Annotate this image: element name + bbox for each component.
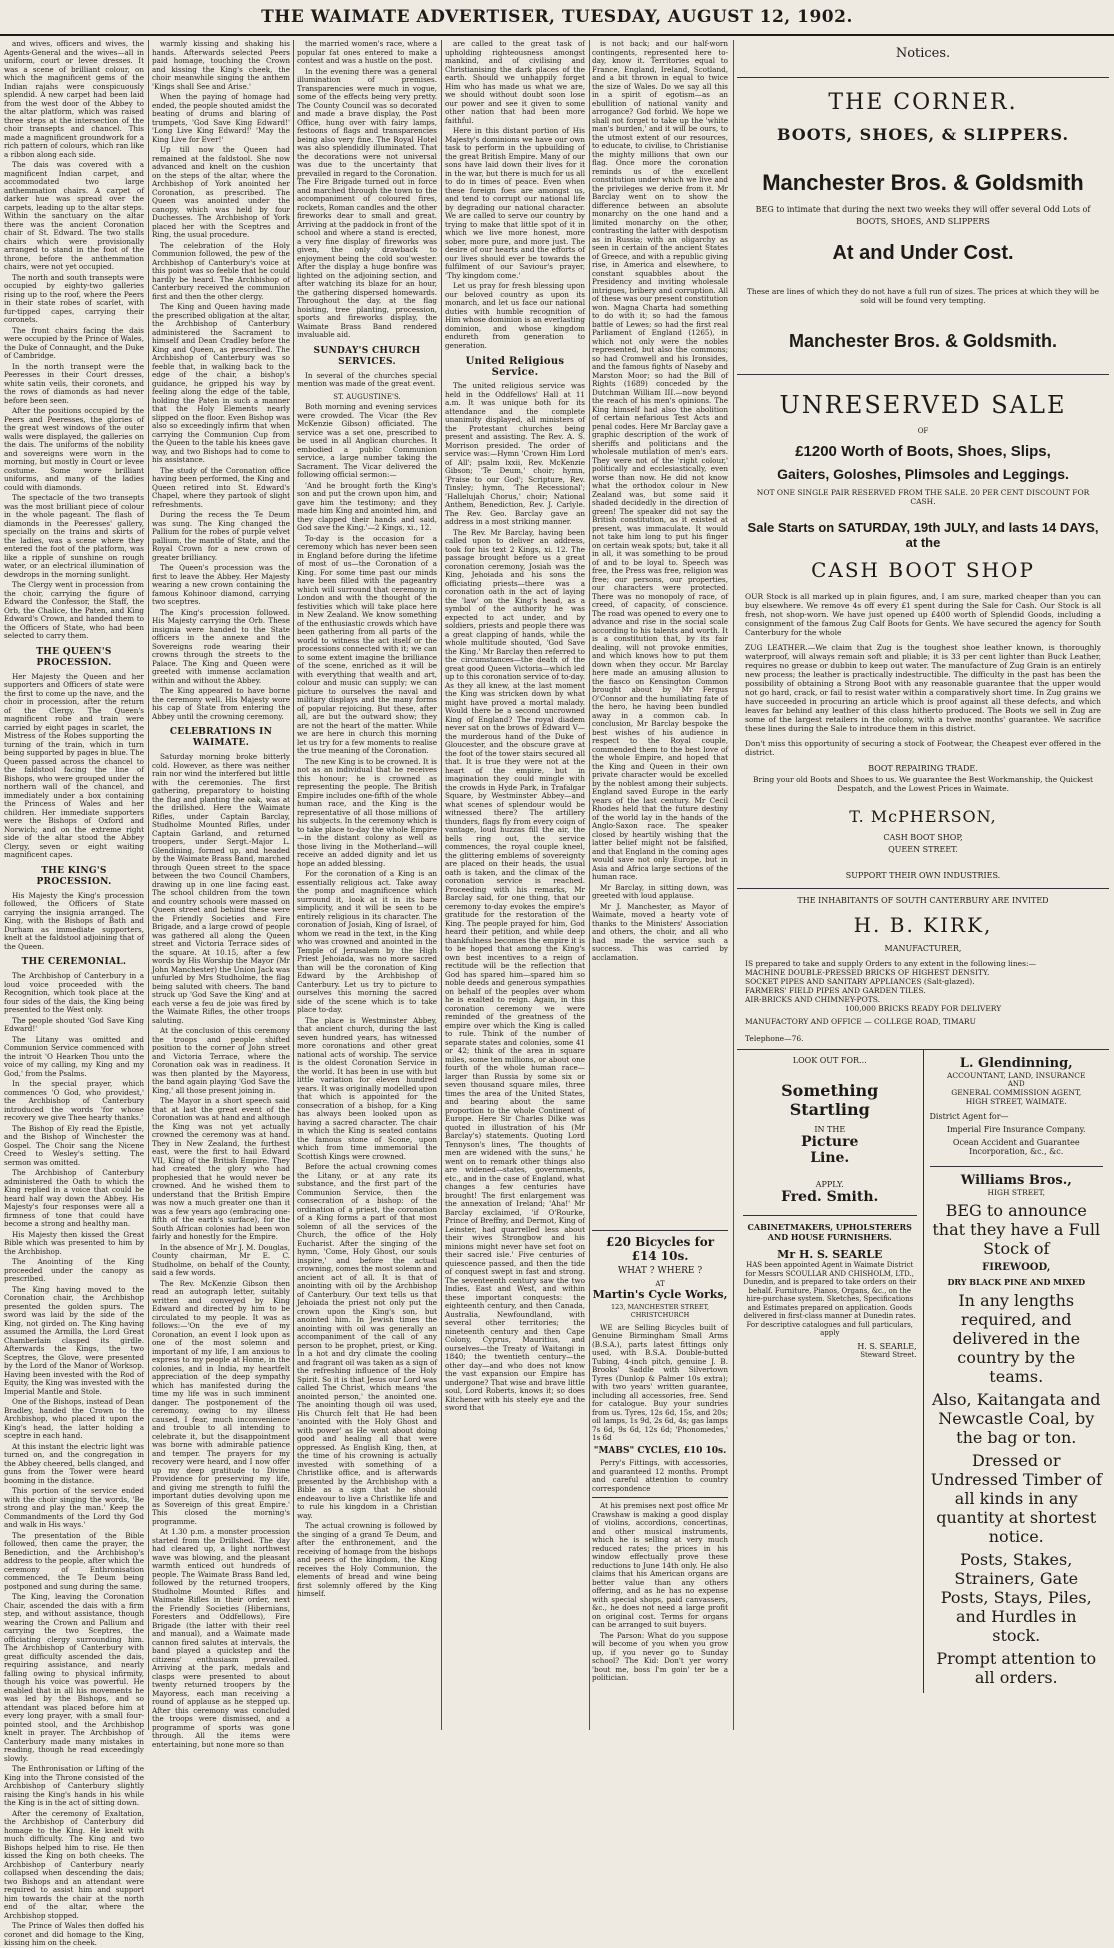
- shop-street: QUEEN STREET.: [888, 845, 958, 854]
- searle-body: HAS been appointed Agent in Waimate District for Messrs SCOULLAR AND CHISHOLM, LTD., Dunedin, and is prepared to take orders on their behalf. Furniture, Pianos, Organs, &c., on the hire-purchase system. Sketches, Specifications and Estimates prepared on application. Goods delivered in first-class manner at Dunedin rates. For descriptive catalogues and full particulars, apply: [743, 1261, 917, 1337]
- advert-note: These are lines of which they do not have a full run of sizes. The prices at which they will be sold will be found very tempting.: [746, 287, 1100, 305]
- glendinning-street: HIGH STREET, WAIMATE.: [965, 1097, 1067, 1106]
- paragraph: The King and Queen having made the prescribed obligation at the altar, the Archbishop of Canterbury administered the Sacrament to himself and Dean Cradley before the King and Queen, as prescribed. The Archbishop of Canterbury was so feeble that, in walking back to the edge of the chair, a bishop's guidance, he gripped his way by feeling along the edge of the table, holding the Paten in such a manner that the Holy Elements nearly slipped on the floor. Even Bishop was also so exceedingly infirm that when carrying the Communion Cup from the Queen to the table his knees gave way, and two Bishops had to come to his assistance.: [152, 302, 290, 464]
- paragraph: The Clergy went in procession from the choir, carrying the figure of Edward the Confessor, the Staff, the Orb, the Chalice, the Paten, and King Edward's Crown, and handed them to the Officers of State, who had been selected to carry them.: [4, 580, 144, 640]
- williams-wood: FIREWOOD,: [982, 1262, 1051, 1273]
- paragraph: At his premises next post office Mr Crawshaw is making a good display of violins, accordions, concertinas, and other musical instruments, which he is selling at very much reduced rates; the prices in his window effectually prove these reductions to June 14th only. He also claims that his American organs are better value than any others offering, and as he has no expense with special shops, paid canvassers, &c., he does not need a large profit on original cost. Terms for organs can be arranged to suit buyers.: [592, 1501, 728, 1629]
- paragraph: At this instant the electric light was turned on, and the congregation in the Abbey cheered, bells clanged, and guns from the Tower were heard booming in the distance.: [4, 1441, 144, 1485]
- paragraph: The Queen's procession was the first to leave the Abbey. Her Majesty wearing a new crown containing the famous Kohinoor diamond, carrying two sceptres.: [152, 563, 290, 606]
- advert-headline: £20 Bicycles for £14 10s.: [605, 1235, 715, 1263]
- paragraph: After the ceremony of Exaltation, the Archbishop of Canterbury did homage to the King. He knelt with much difficulty. The King and two Bishops helped him to rise. He then kissed the King on both cheeks. The Archbishop of Canterbury nearly collapsed when descending the dais; two Bishops and an attendant were required to assist him and support him towards the chair at the north end of the altar, where the Archbishop stopped.: [4, 1808, 144, 1920]
- advert-shop: Martin's Cycle Works,: [592, 1288, 728, 1301]
- williams-timber: Dressed or Undressed Timber of all kinds in any quantity at shortest notice.: [930, 1451, 1102, 1546]
- masthead: [0, 0, 1114, 36]
- kirk-body: IS prepared to take and supply Orders to any extent in the following lines:—: [745, 959, 1036, 968]
- section-heading: United Religious Service.: [465, 356, 565, 378]
- section-subheading: ST. AUGUSTINE'S.: [333, 392, 401, 401]
- paragraph: 'And he brought forth the King's son and put the crown upon him, and gave him the testimony; and they made him King and anointed him, and they clapped their hands and said, God save the King.'—2 Kings, xi., 12.: [297, 480, 437, 532]
- paragraph: The united religious service was held in the Oddfellows' Hall at 11 a.m. It was unique both for its attendance and the complete unanimity displayed, all ministers of the Protestant churches being present and assisting. The Rev. A. S. Morrison presided. The order of service was:—Hymn 'Crown Him Lord of All'; psalm lxxii, Rev. McKenzie Gibson; 'Te Deum,' choir; hymn, 'Praise to our God'; Scripture, Rev. Tinsley; hymn, 'The Recessional'; 'Hallelujah Chorus,' choir; National Anthem, Benediction, Rev. J. Carlyle. The Rev. Geo. Barclay gave an address in a most striking manner.: [445, 381, 585, 526]
- paragraph: In the evening there was a general illumination of premises. Transparencies were much in vogue, some of the effects being very pretty. The County Council was so decorated and made a brave display, the Post Office, hung over with fairy lamps, festoons of flags and transparencies being also very fine. The Royal Hotel was also splendidly illuminated. That the decorations were not universal was due to the uncertainty that prevailed in regard to the Coronation. The Fire Brigade turned out in force and marched through the town to the accompaniment of coloured fires, rockets, Roman candles and the other fireworks dear to small and great. Arriving at the paddock in front of the school and where a stand is erected, a very fine display of fireworks was given, the only drawback to enjoyment being the cold sou'wester. After the display a huge bonfire was lighted on the adjoining section, and after watching its blaze for an hour, the gathering dispersed homewards. Throughout the day, at the flag hoisting, tree planting, procession, sports and fireworks display, the Waimate Brass Band rendered invaluable aid.: [297, 66, 437, 339]
- unreserved-sale-advert: [737, 374, 1109, 888]
- searle-name: Mr H. S. SEARLE: [777, 1248, 883, 1261]
- paragraph: The new King is to be crowned. It is not as an individual that he receives this honour; he is crowned as representing the people. The British Empire includes one-fifth of the whole human race, and the King is the representative of all those millions of his subjects. In the ceremony which is to take place to-day the whole Empire—in the distant colony as well as those living in the Motherland—will receive an added dignity and let us hope an added blessing.: [297, 756, 437, 868]
- paragraph: The dais was covered with a magnificent Indian carpet, and accommodated two large anthemmation chairs. A carpet of darker hue was spread over the carpets, leading up to the altar steps. Within the sanctuary on the altar there was the ancient Coronation chair of St. Edward. The two stalls chairs which were provisionally arranged to stand in the foot of the throne, before the anthemmation chairs, were not yet occupied.: [4, 160, 144, 271]
- williams-name: Williams Bros.,: [930, 1166, 1104, 1188]
- smith-name: Fred. Smith.: [781, 1189, 879, 1205]
- paragraph: The King having moved to the Coronation chair, the Archbishop presented the golden spurs. The sword was laid by the side of the King, not girded on. The King having assumed the Armilla, the Lord Great Chamberlain clasped its girdle. Afterwards the Kings, the two Sceptres, the Glove, were presented by the Lord of the Manor of Worksop. Having been invested with the Rod of Equity, the King was invested with the Imperial Mantle and Stole.: [4, 1284, 144, 1396]
- lower-adverts: [737, 1049, 1109, 1693]
- smith-startling: Startling: [789, 1100, 870, 1119]
- sale-tip: Don't miss this opportunity of securing a stock of Footwear, the Cheapest ever offered in the district.: [745, 739, 1101, 757]
- advert-body: WE are Selling Bicycles built of Genuine Birmingham Small Arms (B.S.A.), parts latest fittings only used, with B.S.A. Double-butted Tubing, 4-inch pitch, genuine J. B. Brooks' Saddle with Silvertown Tyres (Dunlop & Palmer 10s extra); with two years' written guarantee, including all accessories, free. Send for catalogue. Buy your sundries from us. Tyres, 12s 6d, 15s, and 20s; oil lamps, 1s 9d, 2s 6d, 4s; gas lamps 7s 6d, 9s 6d, 12s 6d; 'Phonomedes,' 1s 6d: [592, 1322, 728, 1442]
- paragraph: The actual crowning is followed by the singing of a grand Te Deum, and after the enthronement, and the receiving of homage from the bishops and peers of the kingdom, the King receives the Holy Communion, the elements of bread and wine being first solemnly offered by the King himself.: [297, 1521, 437, 1598]
- paragraph: Let us pray for fresh blessing upon our beloved country as upon its monarch, and let us face our national duties with humble recognition of Him whose dominion is an everlasting dominion, and whose kingdom endureth from generation to generation.: [445, 281, 585, 350]
- section-heading: THE KING'S PROCESSION.: [36, 865, 112, 887]
- sale-items: Gaiters, Goloshes, Plimsoles and Leggings.: [777, 466, 1069, 482]
- sale-body: OUR Stock is all marked up in plain figures, and, I am sure, marked cheaper than you can buy elsewhere. We remove 4s off every £1 spent during the Sale for Cash. Our Stock is all fresh, not shop-worn. We have just opened up £400 worth of Splendid Goods, including a consignment of the famous Zug Calf Boots for Gents. We have secured the agency for South Canterbury for the whole: [745, 592, 1101, 637]
- repair-body: Bring your old Boots and Shoes to us. We guarantee the Best Workmanship, the Quickest Despatch, and the Lowest Prices in Waimate.: [753, 775, 1093, 793]
- paragraph: In the north transept were the Peeresses in their Court dresses, white satin veils, their coronets, and the rows of diamonds as had never before been seen.: [4, 361, 144, 405]
- kirk-line: MACHINE DOUBLE-PRESSED BRICKS OF HIGHEST DENSITY.: [745, 968, 990, 977]
- advert-intro: BEG to intimate that during the next two weeks they will offer several Odd Lots of BOOTS, SHOES, AND SLIPPERS: [755, 205, 1091, 226]
- smith-look: LOOK OUT FOR...: [792, 1056, 867, 1065]
- advert-line: AT: [655, 1279, 665, 1288]
- sale-dates: Sale Starts on SATURDAY, 19th JULY, and lasts 14 DAYS, at the: [747, 520, 1099, 550]
- kirk-title: MANUFACTURER,: [884, 944, 962, 953]
- shop-name: CASH BOOT SHOP,: [883, 833, 963, 842]
- notices-heading: Notices.: [895, 46, 951, 61]
- paragraph: Saturday morning broke bitterly cold. However, as there was neither rain nor wind the interfered but little with the ceremonies. The first gathering, preparatory to hoisting the flag and planting the oak, was at the drillshed. Here the Waimate Rifles, under Captain Barclay, Studholme Mounted Rifles, under Captain Garland, and returned troopers, under Sergt.-Major L. Glendining, formed up, and headed by the Waimate Brass Band, marched through Queen street to the space between the two Council Chambers, drawing up in one line facing east. The school children from the town and country schools were massed on Queen street and behind these were the Friendly Societies and Fire Brigade, and a large crowd of people was gathered all along the Queen street and Victoria Terrace sides of the square. At 10.15, after a few words by His Worship the Mayor (Mr John Manchester) the Union Jack was unfurled by Mrs Studholme, the flag being saluted with cheers. The band struck up 'God Save the King' and at each verse a feu de joie was fired by the Waimate Rifles, the other troops saluting.: [152, 752, 290, 1025]
- sale-shop: CASH BOOT SHOP: [811, 558, 1035, 582]
- repair-heading: BOOT REPAIRING TRADE.: [868, 764, 978, 773]
- paragraph: The place is Westminster Abbey, that ancient church, during the last seven hundred years, has witnessed more coronations and other great national acts of worship. The service is the oldest Coronation Service in the world. It has been in use with but little variation for eleven hundred years. It was originally modelled upon that which is appointed for the consecration of a bishop, for a King has always been looked upon as having a sacred character. The chair in which the King is seated contains the famous stone of Scone, upon which from time immemorial the Scottish Kings were crowned.: [297, 1015, 437, 1161]
- searle-street: Steward Street.: [860, 1350, 917, 1359]
- paragraph: During the recess the Te Deum was sung. The King changed the Pallium for the robes of purple velvet pallium, the mantle of State, and the Royal Crown for a new crown of greater brilliancy.: [152, 510, 290, 562]
- paragraph: warmly kissing and shaking his hands. Afterwards selected Peers paid homage, touching the Crown and kissing the King's cheek, the choir meanwhile singing the anthem 'Kings shall See and Arise.': [152, 39, 290, 91]
- advert-title: THE CORNER.: [828, 90, 1018, 115]
- advert-goods: BOOTS, SHOES, & SLIPPERS.: [776, 125, 1070, 144]
- glendinning-title2: AND: [1007, 1080, 1025, 1088]
- paragraph: Both morning and evening services were crowded. The Vicar (the Rev McKenzie Gibson) officiated. The service was a set one, prescribed to be used in all Anglican churches. It embodied a public Communion service, a large number taking the Sacrament. The Vicar delivered the following official sermon:—: [297, 402, 437, 479]
- bicycle-advert: [592, 1230, 728, 1493]
- smith-in: IN THE: [814, 1125, 846, 1134]
- smith-line: Line.: [810, 1150, 850, 1166]
- paragraph: The Mayor in a short speech said that at last the great event of the Coronation was at hand and although the King was not yet actually crowned the ceremony was at hand. They in New Zealand, the furthest east, were the first to hail Edward VII, King of the British Empire. They had created the glory who had prophesied that he would never be crowned. And he wished them to understand that the British Empire was now a much greater one than it was a few years ago (embracing one-fifth of the earth's surface), for the South African colonies had been won fairly and honestly for the Empire.: [152, 1096, 290, 1241]
- paragraph: The King's procession followed. His Majesty carrying the Orb. These insignia were handed to the State officers in the annexe and the Sovereigns rode wearing their crowns through the streets to the Palace. The King and Queen were greeted with immense acclamation within and without the Abbey.: [152, 607, 290, 685]
- williams-also: Also, Kaitangata and Newcastle Coal, by the bag or ton.: [932, 1390, 1101, 1447]
- paragraph: After the positions occupied by the Peers and Peeresses, the glories of the great west windows of the outer walls were displayed, the galleries on the dais. The uniforms of the nobility and sovereigns were worn in the morning, but mostly in Court or levee costume. Some wore brilliant uniforms, and many of the ladies could with diamonds.: [4, 406, 144, 492]
- paragraph: and wives, officers and wives, the Agents-General and the wives—all in uniform, court or levee dresses. It was a scene of brilliant colour, on which the magnificent gems of the Indian rajahs were conspicuously splendid. A new carpet had been laid from the west door of the Abbey to the altar platform, which was raised three steps at the intersection of the choir transepts and chancel. This made a magnificent groundwork for a rich pattern of colours, which ran like a ribbon along each side.: [4, 39, 144, 159]
- williams-pine: DRY BLACK PINE AND MIXED: [947, 1277, 1086, 1287]
- paragraph: In several of the churches special mention was made of the great event.: [297, 370, 437, 388]
- sale-amount: £1200 Worth of Boots, Shoes, Slips,: [795, 443, 1051, 460]
- paragraph: The spectacle of the two transepts was the most brilliant piece of colour in the whole pageant. The flash of diamonds in the Peeresses' gallery, specially on the trains and skirts of the ladies, was a scene where they entered the foot of the platform, was like a ripple of sunshine on rough water, or an electrical illumination of dewdrops in the morning sunlight.: [4, 493, 144, 579]
- kirk-phone: Telephone—76.: [745, 1034, 804, 1043]
- section-heading: THE CEREMONIAL.: [21, 957, 127, 967]
- paragraph: The King appeared to have borne the ceremony well. His Majesty wore his cap of State from entering the Abbey until the crowning ceremony.: [152, 686, 290, 721]
- advert-firm-footer: Manchester Bros. & Goldsmith.: [788, 331, 1058, 351]
- address-continuation: [592, 40, 728, 1230]
- sale-of: OF: [917, 427, 929, 435]
- kirk-advert: [737, 888, 1109, 1049]
- paragraph: The people shouted 'God Save King Edward!': [4, 1015, 144, 1033]
- paragraph: At the conclusion of this ceremony the troops and people shifted position to the corner of John street and Victoria Terrace, where the Coronation oak was in readiness. It was then planted by the Mayoress, the band again playing 'God Save the King,' all those present joining in.: [152, 1026, 290, 1095]
- column-rule: [441, 40, 442, 1730]
- paragraph: This portion of the service ended with the choir singing the words, 'Be strong and play the man.' Keep the Commandments of the Lord thy God and walk in His ways.': [4, 1486, 144, 1529]
- advert-subheadline: "MABS" CYCLES, £10 10s.: [593, 1445, 727, 1456]
- advertisements-column: [737, 40, 1109, 1740]
- glendinning-district: District Agent for—: [929, 1112, 1009, 1121]
- advert-firm: Manchester Bros. & Goldsmith: [762, 170, 1084, 195]
- paragraph: Here in this distant portion of His Majesty's dominions we have our own task to perform in the upbuilding of the great British Empire. Many of our sons have laid down their lives for it in the war, but there is much for us all to do in times of peace. Even when these foreign foes are amongst us, and tend to corrupt our national life by degrading our national character. We are called to serve our country by trying to make that little spot of it in which we live more honest, more sober, more pure, and more just. The desire of our hearts and the efforts of our lives should ever be towards the fulfilment of our Saviour's prayer, 'Thy kingdom come.': [445, 126, 585, 280]
- williams-body: BEG to announce that they have a Full Stock of: [932, 1201, 1101, 1258]
- paragraph: Her Majesty the Queen and her supporters and Officers of state were the first to come up the nave, and the choir in procession, after the return of the Clergy. The Queen's magnificent robe and train were carried by eight pages in scarlet, the Mistress of the Robes supporting the turning of the train, which in turn being supported by pages in blue. The Queen passed across the chancel to the faldstool facing the line of Bishops, who were grouped under the northern wall of the chancel, and immediately under a box containing the Princess of Wales and her children. Her immediate supporters were the Bishops of Oxford and Norwich; and on the extreme right side of the altar stood the Abbey Clergy, seven or eight waiting magnificent capes.: [4, 671, 144, 859]
- article-column-4: [445, 40, 585, 1730]
- paragraph: The Enthronisation or Lifting of the King into the Throne consisted of the Archbishop of Canterbury slightly raising the King's hands in his while the King is in the act of sitting down.: [4, 1764, 144, 1807]
- article-column-5: [592, 40, 728, 1730]
- kirk-office: MANUFACTORY AND OFFICE — COLLEGE ROAD, TIMARU: [745, 1017, 976, 1026]
- shop-owner: T. McPHERSON,: [849, 807, 997, 826]
- advert-line: WHAT ? WHERE ?: [617, 1266, 703, 1276]
- paragraph: are called to the great task of upholding righteousness amongst mankind, and of civilising and Christianising the dark places of the earth. Should we unhappily forget Him who has made us what we are, we should without doubt soon lose our power and see it given to some other nation that had been more faithful.: [445, 39, 585, 125]
- glendinning-title3: GENERAL COMMISSION AGENT,: [951, 1088, 1082, 1097]
- paragraph: The front chairs facing the dais were occupied by the Prince of Wales, the Duke of Connaught, and the Duke of Cambridge.: [4, 325, 144, 360]
- paragraph: In the special prayer, which commences 'O God, who providest,' the Archbishop of Canterbury introduced the words 'for whose recovery we give Thee hearty thanks.': [4, 1079, 144, 1122]
- sale-note: NOT ONE SINGLE PAIR RESERVED FROM THE SALE. 20 PER CENT DISCOUNT FOR CASH.: [756, 488, 1090, 506]
- kirk-line: SOCKET PIPES AND SANITARY APPLIANCES (Salt-glazed).: [745, 977, 975, 986]
- paragraph: The Rev. McKenzie Gibson then read an autograph letter, suitably written and conveyed by King Edward and directed by him to be circulated to my people. It was as follows:—'On the eve of my Coronation, an event I look upon as one of the most solemn and important of my life, I am anxious to express to my people at Home, in the colonies, and in India, my heartfelt appreciation of the deep sympathy which has manifested during the time my life was in such imminent danger. The postponement of the ceremony, owing to my illness caused, I fear, much inconvenience and trouble to all intending to celebrate it, but the disappointment was borne with admirable patience and temper. The prayers for my recovery were heard, and I now offer up my deep gratitude to Divine Providence for preserving my life, and giving me strength to fulfil the important duties devolving upon me as Sovereign of this great Empire.' This closed the morning's programme.: [152, 1278, 290, 1526]
- paragraph: The Archbishop of Canterbury in a loud voice proceeded with the Recognition, which took place at the four sides of the dais, the King being presented to the West only.: [4, 971, 144, 1014]
- glendinning-ocean: Ocean Accident and Guarantee Incorporation, &c., &c.: [952, 1138, 1080, 1156]
- paragraph: The study of the Coronation office having been performed, the King and Queen retired into St. Edward's Chapel, where they partook of slight refreshments.: [152, 465, 290, 509]
- paragraph: In the absence of Mr J. M. Douglas, County chairman, Mr E. C. Studholme, on behalf of the County, said a few words.: [152, 1242, 290, 1277]
- kirk-line: FARMERS' FIELD PIPES AND GARDEN TILES.: [745, 986, 926, 995]
- support-line: SUPPORT THEIR OWN INDUSTRIES.: [845, 871, 1001, 880]
- paragraph: The Prince of Wales then doffed his coronet and did homage to the King, kissing him on the cheek.: [4, 1921, 144, 1947]
- paragraph: The Rev. Mr Barclay, having been called upon to deliver an address, took for his text 2 Kings, xi. 12. The passage brought before us a great coronation ceremony, Josiah was the King, Jehoiada and his sons the officiating priests—there was a coronation oath in the act of laying the 'law' on the King's head, as a symbol of the authority he was expected to act under, and by soldiers, priests and people there was a great clapping of hands, while the whole multitude shouted, 'God Save the King.' Mr Barclay then referred to the circumstances—the death of the great good Queen Victoria—which led up to this coronation service of to-day. As they all knew, at the last moment the King was stricken down by what might have proved a mortal malady. Would there be a second uncrowned King of England? The royal diadem never sat on the brows of Edward V—the murderous hand of the Duke of Gloucester, and the obscure grave at the foot of the tower stairs secured all that. It is true they were not at the heart of the empire, but in imagination they could mingle with the crowds in Hyde Park, in Trafalgar Square, by Westminster Abbey—and what scenes of splendour would be witnessed there? The artillery thunders, flags fly from every coign of vantage, loud huzzas fill the air, the bells ring out, the service commences, the royal couple kneel, the glittering emblems of sovereignty are placed on their heads, the usual oath is taken, and the climax of the coronation service is reached. Proceeding with his remarks, Mr Barclay said, for one thing, that our ceremony to-day evokes the empire's gratitude for the restoration of the King. The people prayed for him, God heard their petition, and while deep thankfulness becomes the empire it is to be hoped that among the King's own best incentives to a reign of rectitude will be the reflection that God has spared him—spared him so noble deeds and generous sympathies on behalf of the peoples over whom he is exalted to reign. Again, in this coronation ceremony we were reminded of the greatness of the empire over which the King is called to rule. Think of the number of separate states and colonies, some 41 or 42; think of the area in square miles, some ten millions, or about one fourth of the whole human race—larger than Russia by some six or seven thousand square miles, three times the area of the United States, and bearing about the same proportion to the whole Continent of Europe. Here Sir Charles Dilke was quoted in illustration of his (Mr Barclay's) statements. Quoting Lord Tennyson's lines, 'The thoughts of men are widened with the suns,' he went on to remark other things also are widened—states, governments, etc., and in the case of England, what changes a few centuries have brought! The first enlargement was the annexation of Ireland; 'Aha!' Mr Barclay exclaimed, 'if O'Rourke, Prince of Breffny, and Dermot, King of Leinster, had quarrelled less about their wives Strongbow and his minions might never have set foot on their sacred isle.' Five centuries of quiescence passed, and then the tide of conquest swept in fast and strong. The seventeenth century saw the two Indies, East and West, and within these important conquests: the eighteenth century, and then Canada, Australia, Newfoundland, with several other territories; the nineteenth century and then Cape Colony, Cyprus, Mauritius, and ourselves—the Treaty of Waitangi in 1840; the twentieth century—the other day—and who does not know the vast expansion our Empire has undergone? That wise and brave little soul, Lord Roberts, knows it; so does Kitchener with his steely eye and the sword that: [445, 527, 585, 1412]
- sale-zug: ZUG LEATHER.—We claim that Zug is the toughest shoe leather known, is thoroughly waterproof, will always remain soft and pliable; it is 33 per cent lighter than Buck Leather, requires no grease or dubbin to keep out water. The manufacture of Zug Grain is an entirely new process; the leather is practically indestructible. The difficulty in the past has been the possibility of obtaining a Strong Boot with any reasonable guarantee that the upper would not go hard, crack, or fail to resist water within a comparatively short time. In Zug grains we have succeeded in procuring an article which is proof against all these defects, and which leaves far behind any leather of this class hitherto produced. The Boots we sell in Zug are some of the largest retailers in the colony, with a twelve months' guarantee. We sacrifice these lines during the Sale to introduce them in this district.: [745, 643, 1101, 733]
- paragraph: is not back; and our half-worn contingents, represented here to-day, know it. Territories equal to France, England, Ireland, Scotland, and a bit thrown in equal to twice the size of Wales. Do we say all this in a spirit of egotism—as an ebullition of national vanity and arrogance? God forbid. We hope we shall not forget to take up the 'white man's burden,' and it will be ours, to the utmost extent of our resources, to educate, to civilise, to Christianise the mighty millions that own our flag. Once more the coronation reminds us of the excellent constitution under which we live and the privileges we derive from it. Mr Barclay went on to show the difference between an absolute monarchy on the one hand and a limited monarchy on the other, contrasting the latter with despotism as in Russia; with an oligarchy as seen in certain of the ancient States of Greece, and with a republic giving rise, in America and elsewhere, to constant squabbles about the Presidency and inviting wholesale intrigues, bribery and corruption. All of these was our present constitution won. Magna Charta had something to do with it; so had the famous battle of Lewes; so had the first real Parliament of England (1265), in which not only were the nobles represented, but also the commons; so had Cromwell and his Ironsides, and the famous fights of Naseby and Marston Moor; so had the Bill of Rights (1689) conceded by the Dutchman William III.—now beyond the reach of his men's opinions. The King himself had also the abolition of certain nefarious Test Acts and penal codes. Here Mr Barclay gave a graphic description of the work of sheriffs and politicians and the wholesale mutilation of men's ears. They were not of the 'right colour,' politically and ecclesiastically, even worse than now. He did not know what the orthodox colour in New Zealand was, but some said it shaded decidedly in the direction of green! The speaker did not say the British constitution, as it existed at present, was immaculate. It would not take him long to put his finger on certain weak spots; but, take it all in all, it was something to be proud of and to be loyal to. Speech was free, the Press was free, religion was free; our persons, our properties, our characters were protected. There was no monopoly of race, of creed, of capacity, of conscience. The road was opened to every one to advance and rise in the social scale according to his talents and worth. It is a constitution that, by its fair dealing, will not provoke enmities, and which knows how to put them down when they occur. Mr Barclay here made an amusing allusion to the fiasco on Kensington Common brought about by Mr Fergus O'Connor and the humiliating fate of the hero, he having been bundled away in a common cab. In conclusion, Mr Barclay bespoke the best wishes of his audience in respect to the Royal couple, commended them to the best love of the whole Empire, and hoped that the King and Queen in their own private character would be excelled by the noblest among their subjects. England saved Europe in the early years of the last century. Mr Cecil Rhodes held that the future destiny of the world lay in the hands of the Anglo-Saxon race. The speaker closed by heartily wishing that the latter belief might not be falsified, and that England in the coming ages would save not only Europe, but in Asia and Africa large sections of the human race.: [592, 39, 728, 881]
- searle-sign: H. S. SEARLE,: [857, 1341, 917, 1351]
- article-column-3: [297, 40, 437, 1730]
- column-rule: [589, 40, 590, 1730]
- williams-lengths: In any lengths required, and delivered in the country by the teams.: [952, 1291, 1081, 1386]
- paragraph: His Majesty then kissed the Great Bible which was presented to him by the Archbishop.: [4, 1229, 144, 1256]
- williams-street: HIGH STREET,: [987, 1188, 1045, 1197]
- kirk-invite: THE INHABITANTS OF SOUTH CANTERBURY ARE INVITED: [797, 896, 1049, 905]
- article-column-2: [152, 39, 290, 1749]
- advert-body: Perry's Fittings, with accessories, and guaranteed 12 months. Prompt and careful attention to country correspondence: [592, 1458, 728, 1493]
- smith-advert: [737, 1050, 923, 1693]
- glendinning-advert: [923, 1050, 1110, 1693]
- glendinning-title: ACCOUNTANT, LAND, INSURANCE: [947, 1071, 1086, 1080]
- smith-picture: Picture: [801, 1134, 859, 1150]
- smith-apply: APPLY.: [815, 1180, 844, 1189]
- glendinning-fire: Imperial Fire Insurance Company.: [946, 1125, 1086, 1134]
- manchester-bros-advert: [737, 77, 1109, 374]
- paragraph: The presentation of the Bible followed, then came the prayer, the Benediction, and the Archbishop's address to the people, after which the ceremony of Enthronisation commenced, the Te Deum being postponed and sung during the same.: [4, 1530, 144, 1591]
- section-heading: THE QUEEN'S PROCESSION.: [36, 646, 112, 668]
- paragraph: The celebration of the Holy Communion followed, the pew of the Archbishop of Canterbury's voice at this point was so feeble that he could hardly be heard. The Archbishop of Canterbury received the communion first and then the other clergy.: [152, 240, 290, 301]
- paragraph: The north and south transepts were occupied by eighty-two galleries rising up to the roof, where the Peers in their state robes of scarlet, with fur-tipped capes, carrying their coronets.: [4, 272, 144, 324]
- column-rule: [733, 40, 734, 1730]
- coronation-report: [4, 40, 144, 1948]
- article-column-1: [4, 39, 144, 1947]
- column-rule: [148, 40, 149, 1730]
- kirk-name: H. B. KIRK,: [853, 913, 993, 937]
- sale-title: UNRESERVED SALE: [779, 391, 1067, 419]
- kirk-line: 100,000 BRICKS READY FOR DELIVERY: [844, 1004, 1002, 1013]
- paragraph: The Bishop of Ely read the Epistle, and the Bishop of Winchester the Gospel. The Choir sang the Nicene Creed to Wesley's setting. The sermon was omitted.: [4, 1123, 144, 1167]
- paragraph: Up till now the Queen had remained at the faldstool. She now advanced and knelt on the cushion on the steps of the altar, where the Archbishop of York anointed her Coronation, as prescribed. The Queen was anointed under the canopy, which was held by four Duchesses. The Archbishop of York placed her with the Sceptres and Ring, the usual procedure.: [152, 145, 290, 239]
- searle-trade: CABINETMAKERS, UPHOLSTERERS AND HOUSE FURNISHERS.: [743, 1215, 917, 1242]
- advert-address: 123, MANCHESTER STREET, CHRISTCHURCH: [610, 1302, 710, 1319]
- williams-prompt: Prompt attention to all orders.: [936, 1649, 1097, 1687]
- paragraph: Before the actual crowning comes the Litany, or at any rate its substance, and the first part of the Communion Service, then the consecration of a bishop: of the ordination of a priest, the coronation of a King forms a part of that most solemn of all the services of the Church, the office of the Holy Eucharist. After the singing of the hymn, 'Come, Holy Ghost, our souls inspire,' and before the actual crowning, comes the most solemn and ancient act of all. It is that of anointing with oil by the Archbishop of Canterbury. Our text tells us that Jehoiada the priest not only put the crown upon the King's son, but anointed him. In Jewish times the anointing with oil was generally an accompaniment of the call of any person to be prophet, priest, or King. In a hot and dry climate the cooling and fragrant oil was taken as a sign of the refreshing influence of the Holy Spirit. So it is that Jesus our Lord was called The Christ, which means 'the anointed person,' the anointed one. The anointing though oil was used, His Church felt that He had been 'anointed with the Holy Ghost and with power' as He went about doing good and healing all that were oppressed. As English King, then, at the time of his crowning is actually invested with something of a Christlike office, and is afterwards presented by the Archbishop with a Bible as a sign that he should endeavour to live a Christlike life and to rule his kingdom in a Christian way.: [297, 1162, 437, 1520]
- paragraph: One of the Bishops, instead of Dean Bradley, handed the Crown to the Archbishop, who placed it upon the King's head, the latter holding a sceptre in each hand.: [4, 1397, 144, 1440]
- smith-something: Something: [781, 1081, 879, 1100]
- paragraph: The Litany was omitted and Communion Service commenced with the introit 'O Hearken Thou unto the voice of my calling, my King and my God,' from the Psalms.: [4, 1034, 144, 1078]
- masthead-title: THE WAIMATE ADVERTISER, TUESDAY, AUGUST 12, 1902.: [261, 7, 853, 27]
- crawshaw-advert: [592, 1497, 728, 1683]
- paragraph: His Majesty the King's procession followed, the Officers of State carrying the insignia arranged. The King, with the Bishops of Bath and Durham as immediate supporters, knelt at the faldstool adjoining that of the Queen.: [4, 890, 144, 951]
- paragraph: The King, leaving the Coronation Chair, ascended the dais with a firm step, and without assistance, though wearing the Crown and Pallium and carrying the two Sceptres, the officiating clergy surrounding him. The Archbishop of Canterbury with great difficulty ascended the dais, requiring assistance, and nearly falling owing to physical infirmity, though his voice was powerful. He enabled that in all his movements he was led by the Bishops, and so attendant was placed before him at every long prayer, with a small four-pointed stool, and the Archbishop knelt in prayer. The Archbishop of Canterbury made many mistakes in reading, though he read exceedingly slowly.: [4, 1592, 144, 1763]
- section-heading: CELEBRATIONS IN WAIMATE.: [169, 727, 273, 748]
- paragraph: The Anointing of the King proceeded under the canopy as prescribed.: [4, 1257, 144, 1283]
- williams-posts: Posts, Stakes, Strainers, Gate Posts, Stays, Piles, and Hurdles in stock.: [940, 1550, 1092, 1645]
- kirk-line: AIR-BRICKS AND CHIMNEY-POTS.: [745, 995, 880, 1004]
- paragraph: At 1.30 p.m. a monster procession started from the Drillshed. The day had cleared up, a light northwest wave was blowing, and the pleasant warmth enticed out hundreds of people. The Waimate Brass Band led, followed by the returned troopers, Studholme Mounted Rifles and Waimate Rifles in their order, next the Friendly Societies (Hibernians, Foresters and Oddfellows), Fire Brigade (the latter with their reel and manual), and a Waimate made cannon fired salutes at intervals, the band played a quickstep and the citizens' enthusiasm prevailed. Arriving at the park, medals and clasps were presented to about twenty returned troopers by the Mayoress, each man receiving a round of applause as he stepped up. After this ceremony was concluded the troops were dismissed, and a programme of sports was gone through. All the items were entertaining, but none more so than: [152, 1527, 290, 1749]
- paragraph: Mr J. Manchester, as Mayor of Waimate, moved a hearty vote of thanks to the Ministers' Association and others, the choir, and all who had made the service such a success. This was carried by acclamation.: [592, 901, 728, 962]
- paragraph: Mr Barclay, in sitting down, was greeted with loud applause.: [592, 882, 728, 900]
- paragraph: the married women's race, where a popular fat ones entered to make a contest and was a hustle on the post.: [297, 39, 437, 65]
- paragraph: To-day is the occasion for a ceremony which has never been seen in England before during the lifetime of most of us—the Coronation of a King. For some time past our minds have been filled with the pageantry which will surround that ceremony in London and with the thought of the festivities which will take place here in New Zealand. We know something of the enthusiastic crowds which have been gathering from all parts of the world to witness the act itself or the processions connected with it; we can to some extent imagine the brilliance of the scene, enriched as it will be with everything that wealth and art, colour and music can supply; we can picture to ourselves the naval and military displays and the many forms of popular rejoicing. But these, after all, are but the outward show; they are not the heart of the matter. While we are here in church this morning let us try for a few moments to realise the true meaning of the Coronation.: [297, 533, 437, 755]
- glendinning-name: L. Glendinning,: [959, 1056, 1073, 1071]
- column-rule: [293, 40, 294, 1730]
- advert-price: At and Under Cost.: [832, 242, 1014, 264]
- section-heading: SUNDAY'S CHURCH SERVICES.: [313, 345, 421, 367]
- paragraph: For the coronation of a King is an essentially religious act. Take away the pomp and magnificence which surround it, look at it in its bare simplicity, and it will be seen to be entirely religious in its character. The coronation of Josiah, King of Israel, of whom we read in the text, in the King who was crowned and anointed in the Temple of Jerusalem by the High Priest Jehoiada, was no more sacred than will be the coronation of King Edward by the Archbishop of Canterbury. Let us try to picture to ourselves this morning the sacred side of the scene which is to take place to-day.: [297, 869, 437, 1014]
- paragraph: The Parson: What do you suppose will become of you when you grow up, if you never go to Sunday school? The Kid: Don't yer worry 'bout me, boss I'm goin' ter be a politician.: [592, 1630, 728, 1682]
- paragraph: The Archbishop of Canterbury administered the Oath to which the King replied in a voice that could be heard half way down the Abbey. His Majesty's four responses were all a firmness of tone that could have become a strong and healthy man.: [4, 1168, 144, 1228]
- paragraph: When the paying of homage had ended, the people shouted amidst the beating of drums and blaring of trumpets, 'God Save King Edward!' 'Long Live King Edward!' 'May the King Live for Ever!': [152, 92, 290, 144]
